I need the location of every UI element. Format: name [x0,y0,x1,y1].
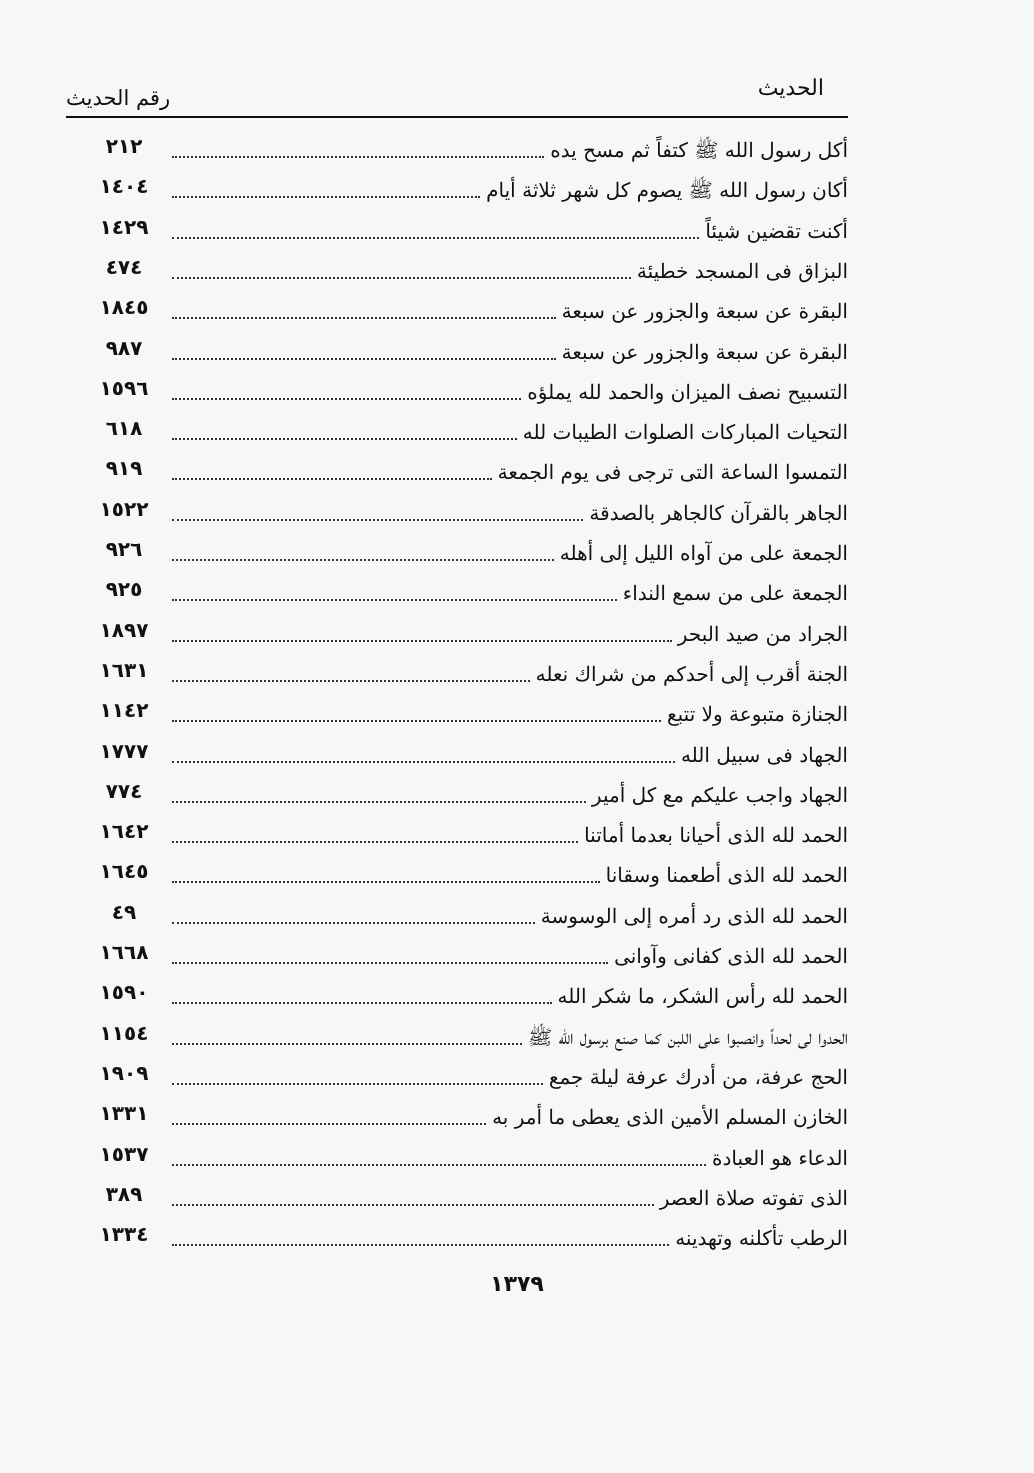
hadith-line [172,940,848,970]
index-row [0,410,1034,450]
hadith-text: الجاهر بالقرآن كالجاهر بالصدقة [589,500,848,525]
index-row [0,612,1034,652]
dot-leader [172,1001,552,1004]
hadith-line [172,215,848,245]
hadith-text: البقرة عن سبعة والجزور عن سبعة [561,299,848,324]
hadith-text: التحيات المباركات الصلوات الطيبات لله [522,420,848,445]
index-row [0,1055,1034,1095]
page-number: ١٣٧٩ [490,1272,544,1297]
dot-leader [172,518,583,521]
hadith-number: ١٣٣١ [99,1101,149,1126]
hadith-number: ٣٨٩ [105,1181,143,1206]
index-row [0,652,1034,692]
hadith-text: الحمد لله الذى رد أمره إلى الوسوسة [540,903,848,928]
hadith-number: ٩٨٧ [105,335,143,360]
hadith-text: البزاق فى المسجد خطيئة [636,258,848,283]
hadith-line [172,658,848,688]
hadith-number: ٤٩ [111,899,137,924]
dot-leader [172,316,556,319]
dot-leader [172,558,554,561]
hadith-number: ١٦٦٨ [99,940,149,964]
index-row [0,330,1034,370]
hadith-text: أكان رسول الله ﷺ يصوم كل شهر ثلاثة أيام [486,178,848,203]
hadith-line [172,1222,848,1252]
hadith-line [172,537,848,567]
hadith-number: ١٤٠٤ [99,174,149,199]
hadith-number: ١١٥٤ [99,1020,149,1045]
dot-leader [172,880,600,883]
hadith-text: الجهاد واجب عليكم مع كل أمير [591,782,848,807]
hadith-text: التمسوا الساعة التى ترجى فى يوم الجمعة [497,460,848,485]
index-row [0,974,1034,1014]
index-row [0,209,1034,249]
column-title-hadith: الحديث [757,76,824,101]
hadith-line [172,577,848,607]
dot-leader [172,1163,706,1166]
index-row [0,1015,1034,1055]
index-row [0,813,1034,853]
hadith-number: ١٥٩٠ [99,980,149,1005]
hadith-number: ١٨٤٥ [99,295,149,320]
hadith-line [172,1061,848,1091]
dot-leader [172,195,480,198]
dot-leader [172,1082,543,1085]
hadith-line [172,295,848,325]
hadith-line [172,859,848,889]
dot-leader [172,437,517,440]
dot-leader [172,921,535,924]
index-row [0,692,1034,732]
hadith-text: أكل رسول الله ﷺ كتفاً ثم مسح يده [550,138,848,162]
dot-leader [172,1042,522,1045]
index-row [0,1095,1034,1135]
hadith-text: الدعاء هو العبادة [712,1145,848,1170]
dot-leader [172,719,661,722]
hadith-number: ٩٢٦ [105,537,143,561]
hadith-number: ١٣٣٤ [99,1222,149,1247]
index-row [0,249,1034,289]
hadith-number: ١٦٣١ [99,657,149,682]
dot-leader [172,598,617,601]
hadith-number: ٦١٨ [105,416,143,441]
hadith-number: ١٦٤٥ [99,859,149,884]
hadith-line [172,1182,848,1212]
hadith-text: الخازن المسلم الأمين الذى يعطى ما أمر به [492,1105,848,1130]
index-row [0,168,1034,208]
dot-leader [172,236,699,239]
index-row [0,894,1034,934]
index-row [0,853,1034,893]
hadith-line [172,1101,848,1131]
dot-leader [172,760,675,763]
hadith-text: الحمد لله الذى كفانى وآوانى [614,944,848,968]
index-row [0,1136,1034,1176]
hadith-text: الجمعة على من آواه الليل إلى أهله [559,541,848,565]
dot-leader [172,1243,669,1246]
hadith-number: ٩٢٥ [105,577,143,602]
hadith-text: الرطب تأكلنه وتهدينه [675,1226,848,1251]
index-row [0,370,1034,410]
hadith-text: التسبيح نصف الميزان والحمد لله يملؤه [527,379,848,404]
hadith-number: ١٥٣٧ [99,1141,149,1166]
hadith-line [172,134,848,164]
dot-leader [172,155,544,158]
hadith-line [172,497,848,527]
index-row [0,128,1034,168]
hadith-number: ٩١٩ [105,456,143,481]
dot-leader [172,800,586,803]
hadith-text: الجنازة متبوعة ولا تتبع [666,702,848,727]
dot-leader [172,357,556,360]
dot-leader [172,276,631,279]
hadith-line [172,819,848,849]
index-row [0,773,1034,813]
hadith-text: الجنة أقرب إلى أحدكم من شراك نعله [535,661,848,686]
dot-leader [172,961,608,964]
hadith-number: ١٩٠٩ [99,1060,149,1085]
hadith-line [172,739,848,769]
dot-leader [172,1203,654,1206]
index-row [0,289,1034,329]
hadith-line [172,416,848,446]
hadith-text: الحمد لله الذى أحيانا بعدما أماتنا [584,823,848,848]
index-row [0,733,1034,773]
hadith-line [172,255,848,285]
index-row [0,934,1034,974]
hadith-text: البقرة عن سبعة والجزور عن سبعة [561,339,848,364]
index-header [66,70,848,118]
index-row [0,450,1034,490]
dot-leader [172,1122,486,1125]
hadith-line [172,698,848,728]
index-row [0,491,1034,531]
hadith-text: أكنت تقضين شيئاً [705,218,848,243]
hadith-text: الحمد لله الذى أطعمنا وسقانا [605,863,848,888]
index-row [0,531,1034,571]
hadith-line [172,980,848,1010]
hadith-text: الحج عرفة، من أدرك عرفة ليلة جمع [548,1064,848,1089]
hadith-number: ١٥٢٢ [99,496,149,521]
hadith-text: الحمد لله رأس الشكر، ما شكر الله [557,984,848,1009]
hadith-number: ٧٧٤ [105,778,143,803]
hadith-number: ١٨٩٧ [99,617,149,642]
hadith-line [172,900,848,930]
dot-leader [172,679,530,682]
hadith-text: الذى تفوته صلاة العصر [659,1185,848,1210]
hadith-line [172,779,848,809]
hadith-text: الجراد من صيد البحر [677,621,848,646]
index-row [0,571,1034,611]
hadith-line [172,174,848,204]
hadith-number: ١٤٢٩ [99,214,149,239]
hadith-line [172,1142,848,1172]
dot-leader [172,477,492,480]
hadith-number: ٤٧٤ [105,254,143,279]
hadith-line [172,618,848,648]
hadith-line [172,376,848,406]
hadith-text: الجهاد فى سبيل الله [680,742,848,767]
hadith-line [172,1021,848,1051]
hadith-line [172,336,848,366]
hadith-text: الجمعة على من سمع النداء [622,581,848,606]
dot-leader [172,840,578,843]
hadith-text: الحدوا لى لحداً وانصبوا على اللبن كما صنع برسول الله ﷺ [527,1024,848,1049]
column-title-number: رقم الحديث [66,86,171,110]
index-row [0,1216,1034,1256]
hadith-number: ١٥٩٦ [99,375,149,400]
index-row [0,1176,1034,1216]
hadith-line [172,456,848,486]
dot-leader [172,639,672,642]
hadith-number: ١١٤٢ [99,698,149,723]
hadith-number: ١٧٧٧ [99,738,149,763]
hadith-number: ١٦٤٢ [99,819,149,844]
dot-leader [172,397,521,400]
hadith-number: ٢١٢ [105,134,143,158]
